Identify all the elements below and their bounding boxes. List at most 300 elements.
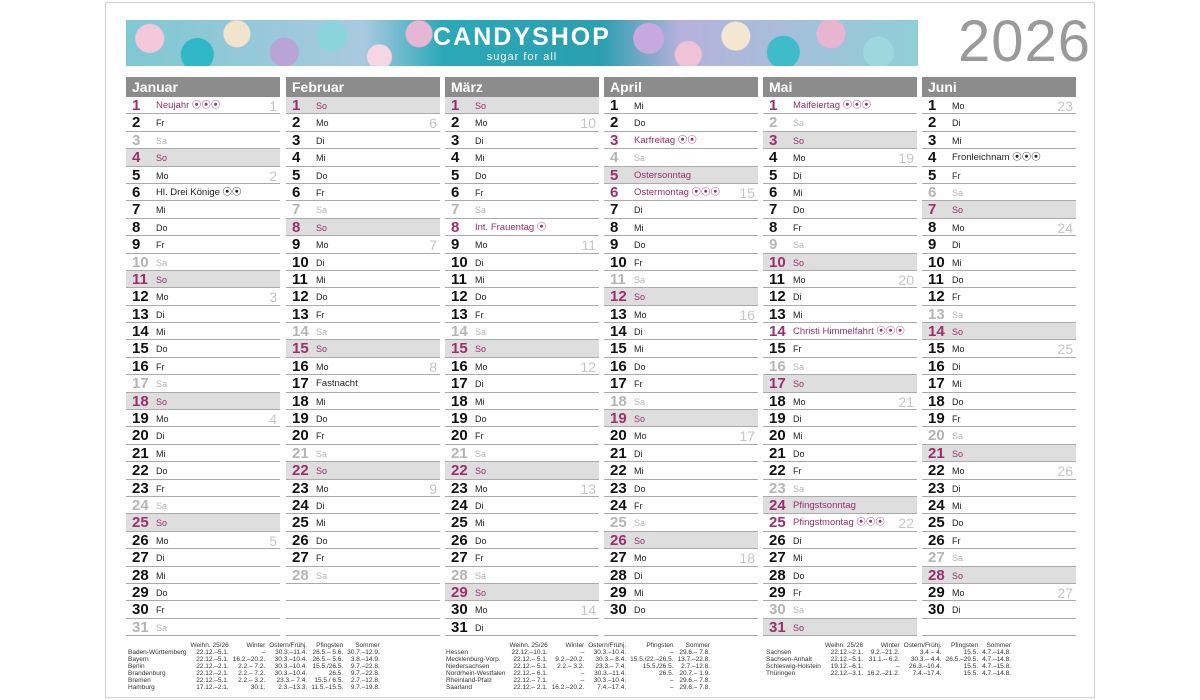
- day-number: 24: [769, 496, 786, 514]
- day-number: 31: [451, 618, 468, 636]
- day-row: [445, 393, 599, 410]
- day-row: [604, 619, 758, 636]
- weekday-label: Mi: [793, 431, 803, 442]
- day-row: [604, 219, 758, 236]
- day-number: 14: [769, 323, 786, 341]
- day-row: [445, 149, 599, 166]
- weekday-label: Sa: [156, 622, 168, 633]
- month-header: Februar: [286, 77, 440, 97]
- day-row: [286, 323, 440, 340]
- holiday-table-cell: 17.12.–2.1.: [196, 684, 229, 691]
- day-row: [126, 323, 280, 340]
- holiday-table-header: Pfingsten: [646, 642, 674, 649]
- weekday-label: Do: [156, 587, 168, 598]
- day-number: 8: [769, 218, 778, 236]
- weekday-label: Di: [793, 292, 802, 303]
- day-number: 19: [928, 410, 945, 428]
- day-row: [763, 114, 917, 131]
- weekday-label: So: [156, 396, 168, 407]
- weekday-label: Mo: [634, 431, 647, 442]
- holiday-table-cell: Brandenburg: [128, 670, 166, 677]
- day-number: 3: [610, 131, 619, 149]
- day-row: [604, 132, 758, 149]
- weekday-label: Fr: [316, 309, 325, 320]
- weekday-label: Mi: [952, 257, 962, 268]
- holiday-table-cell: 22.12.–5.1.: [196, 677, 229, 684]
- weekday-label: Mi: [156, 570, 166, 581]
- holiday-table-row: [764, 656, 1013, 663]
- holiday-table-row: [444, 656, 712, 663]
- day-row: [286, 480, 440, 497]
- day-number: 16: [769, 357, 786, 375]
- day-row: [286, 358, 440, 375]
- day-number: 21: [451, 444, 468, 462]
- holiday-table-cell: 2.7.–12.8.: [681, 663, 711, 670]
- weekday-label: Do: [952, 396, 964, 407]
- day-row: [922, 480, 1076, 497]
- day-number: 7: [132, 201, 141, 219]
- day-row: [604, 584, 758, 601]
- weekday-label: So: [952, 570, 964, 581]
- weekday-label: Mo: [793, 396, 806, 407]
- holiday-table-cell: 29.6.– 7.8.: [679, 649, 711, 656]
- day-number: 9: [928, 236, 937, 254]
- weekday-label: Sa: [156, 500, 168, 511]
- day-number: 2: [769, 114, 778, 132]
- month-header: April: [604, 77, 758, 97]
- day-number: 15: [292, 340, 309, 358]
- weekday-label: Fr: [952, 414, 961, 425]
- day-number: 3: [132, 131, 141, 149]
- week-number: 8: [429, 358, 437, 375]
- day-number: 18: [451, 392, 468, 410]
- weekday-label: Do: [634, 118, 646, 129]
- weekday-label: Sa: [793, 361, 805, 372]
- day-row: [286, 445, 440, 462]
- day-row: [445, 271, 599, 288]
- holiday-label: Fronleichnam ⦿⦿⦿: [952, 152, 1041, 164]
- day-number: 19: [451, 410, 468, 428]
- weekday-label: Mi: [634, 344, 644, 355]
- holiday-label: Maifeiertag ⦿⦿⦿: [793, 100, 872, 111]
- weekday-label: Fr: [952, 292, 961, 303]
- day-row: [445, 601, 599, 618]
- weekday-label: Mo: [475, 605, 488, 616]
- day-row: [763, 358, 917, 375]
- holiday-table-cell: 30.3.–10.4.: [593, 649, 627, 656]
- day-number: 20: [451, 427, 468, 445]
- day-number: 18: [292, 392, 309, 410]
- weekday-label: Fr: [793, 344, 802, 355]
- day-number: 5: [610, 166, 619, 184]
- weekday-label: Do: [316, 292, 328, 303]
- holiday-table-cell: 4.7.–15.8.: [982, 663, 1012, 670]
- weekday-label: So: [156, 274, 168, 285]
- holiday-table-cell: 22.12.–5.1.: [830, 656, 864, 663]
- weekday-label: Di: [316, 135, 325, 146]
- day-row: [763, 288, 917, 305]
- day-number: 24: [610, 496, 627, 514]
- day-number: 8: [610, 218, 619, 236]
- day-number: 29: [610, 583, 627, 601]
- weekday-label: Fr: [952, 535, 961, 546]
- weekday-label: Do: [793, 570, 805, 581]
- weekday-label: Mi: [316, 518, 326, 529]
- day-number: 4: [928, 149, 937, 167]
- day-row: [763, 567, 917, 584]
- holiday-table-cell: 9.7.–22.8.: [350, 663, 380, 670]
- day-number: 25: [451, 514, 468, 532]
- holiday-label: Int. Frauentag ⦿: [475, 221, 547, 233]
- day-number: 25: [928, 514, 945, 532]
- holiday-table-cell: 9.2.–20.2.: [555, 656, 585, 663]
- holiday-table-cell: 29.6.– 7.8.: [679, 677, 711, 684]
- holiday-table-cell: 15.5.: [963, 670, 979, 677]
- weekday-label: Mi: [316, 153, 326, 164]
- day-number: 26: [132, 531, 149, 549]
- holiday-table-cell: –: [580, 670, 585, 677]
- day-number: 6: [292, 183, 301, 201]
- holiday-table-cell: 30.7.–12.9.: [347, 649, 380, 656]
- day-number: 3: [292, 131, 301, 149]
- day-row: [763, 427, 917, 444]
- holiday-table-cell: 19.12.–6.1.: [830, 663, 864, 670]
- day-number: 24: [292, 496, 309, 514]
- day-number: 27: [928, 549, 945, 567]
- day-row: [763, 445, 917, 462]
- day-number: 21: [292, 444, 309, 462]
- day-row: [604, 306, 758, 323]
- brand-logo: [126, 23, 918, 63]
- weekday-label: Mi: [793, 187, 803, 198]
- day-number: 30: [610, 601, 627, 619]
- weekday-label: Mi: [475, 153, 485, 164]
- weekday-label: Do: [634, 240, 646, 251]
- day-number: 11: [769, 270, 785, 288]
- holiday-table: [764, 642, 1013, 677]
- holiday-table-header: Sommer: [986, 642, 1012, 649]
- day-number: 15: [132, 340, 149, 358]
- month-column: [922, 77, 1076, 636]
- day-row: [126, 619, 280, 636]
- weekday-label: Do: [475, 535, 487, 546]
- weekday-label: Mo: [634, 309, 647, 320]
- day-row: [604, 393, 758, 410]
- weekday-label: Mo: [316, 361, 329, 372]
- holiday-table-cell: Schleswig-Holstein: [766, 663, 821, 670]
- day-row: [286, 514, 440, 531]
- weekday-label: Do: [475, 170, 487, 181]
- day-row: [445, 132, 599, 149]
- day-number: 2: [132, 114, 141, 132]
- day-row: [922, 427, 1076, 444]
- holiday-table-cell: 30.1.: [250, 684, 266, 691]
- day-row: [922, 358, 1076, 375]
- day-number: 22: [769, 462, 786, 480]
- day-row: [445, 236, 599, 253]
- day-row: [286, 567, 440, 584]
- day-number: 13: [292, 305, 309, 323]
- holiday-table-cell: 16.2.–20.2.: [232, 656, 266, 663]
- holiday-table-cell: Baden-Württemberg: [128, 649, 187, 656]
- day-row: [286, 306, 440, 323]
- weekday-label: Sa: [316, 327, 328, 338]
- day-row: [286, 427, 440, 444]
- weekday-label: Mi: [952, 379, 962, 390]
- day-row: [445, 497, 599, 514]
- holiday-table-cell: 26.5.– 5.6.: [312, 656, 344, 663]
- day-row: [126, 288, 280, 305]
- day-row: [604, 201, 758, 218]
- holiday-table-cell: 26.5.: [659, 670, 674, 677]
- weekday-label: Mo: [793, 153, 806, 164]
- day-number: 28: [451, 566, 468, 584]
- day-row: [922, 393, 1076, 410]
- day-row: [763, 497, 917, 514]
- day-row: [126, 236, 280, 253]
- holiday-table-row: [444, 649, 712, 656]
- month-header: März: [445, 77, 599, 97]
- day-number: 7: [610, 201, 619, 219]
- day-number: 8: [292, 218, 301, 236]
- week-number: 21: [898, 393, 914, 410]
- day-number: 14: [928, 323, 945, 341]
- day-number: 5: [769, 166, 778, 184]
- weekday-label: So: [793, 257, 805, 268]
- weekday-label: Do: [475, 292, 487, 303]
- day-number: 26: [451, 531, 468, 549]
- day-number: 1: [610, 97, 619, 114]
- holiday-table-row: [126, 670, 382, 677]
- holiday-table-cell: 22.12.– 6.1.: [513, 670, 548, 677]
- day-number: 7: [769, 201, 778, 219]
- weekday-label: Di: [952, 240, 961, 251]
- day-number: 13: [769, 305, 786, 323]
- day-number: 17: [769, 375, 786, 393]
- holiday-table-header: Weihn. 25/26: [190, 642, 229, 649]
- holiday-table-cell: Sachsen-Anhalt: [766, 656, 812, 663]
- day-number: 10: [132, 253, 149, 271]
- candyshop-banner: [126, 20, 918, 66]
- day-row: [922, 254, 1076, 271]
- day-row: [286, 497, 440, 514]
- holiday-table-cell: 2.3.–13.3.: [278, 684, 308, 691]
- day-number: 10: [451, 253, 468, 271]
- weekday-label: Mi: [475, 518, 485, 529]
- holiday-table-cell: –: [580, 677, 585, 684]
- holiday-table-cell: 30.3.–10.4.: [274, 670, 308, 677]
- weekday-label: Mi: [634, 466, 644, 477]
- day-number: 4: [610, 149, 619, 167]
- weekday-label: Sa: [793, 483, 805, 494]
- day-row: [604, 340, 758, 357]
- weekday-label: Mi: [316, 274, 326, 285]
- weekday-label: Sa: [952, 553, 964, 564]
- weekday-label: So: [316, 466, 328, 477]
- holiday-table-cell: 31.1.– 6.2.: [868, 656, 900, 663]
- day-number: 27: [292, 549, 309, 567]
- weekday-label: Mo: [316, 483, 329, 494]
- holiday-table-row: [126, 656, 382, 663]
- day-number: 2: [610, 114, 619, 132]
- holiday-table-row: [764, 663, 1013, 670]
- day-row: [126, 584, 280, 601]
- weekday-label: Fr: [475, 553, 484, 564]
- holiday-label: Neujahr ⦿⦿⦿: [156, 100, 221, 111]
- day-row: [126, 201, 280, 218]
- day-row: [604, 97, 758, 114]
- day-number: 5: [928, 166, 937, 184]
- holiday-label: Ostersonntag: [634, 169, 692, 181]
- day-row: [126, 601, 280, 618]
- holiday-label: Christi Himmelfahrt ⦿⦿⦿: [793, 326, 905, 338]
- day-number: 13: [610, 305, 627, 323]
- day-row: [286, 201, 440, 218]
- day-number: 21: [132, 444, 149, 462]
- day-row: [126, 393, 280, 410]
- day-number: 17: [292, 375, 309, 393]
- day-row: [763, 236, 917, 253]
- day-row: [922, 271, 1076, 288]
- day-row: [126, 497, 280, 514]
- weekday-label: Do: [793, 448, 805, 459]
- holiday-table-header: Sommer: [355, 642, 380, 649]
- day-number: 25: [769, 514, 786, 532]
- week-number: 10: [580, 115, 596, 132]
- weekday-label: Sa: [156, 257, 168, 268]
- day-row: [126, 514, 280, 531]
- day-row: [445, 375, 599, 392]
- holiday-table-cell: –: [261, 649, 266, 656]
- day-row: [445, 167, 599, 184]
- weekday-label: Mo: [475, 361, 488, 372]
- day-number: 7: [928, 201, 937, 219]
- holiday-table-cell: 15.5./26.5.: [642, 663, 674, 670]
- day-row: [126, 219, 280, 236]
- holiday-table-cell: 16.2.–21.2.: [867, 670, 900, 677]
- weekday-label: Sa: [475, 327, 487, 338]
- weekday-label: Fr: [156, 240, 165, 251]
- weekday-label: Do: [156, 222, 168, 233]
- holiday-table-row: [444, 677, 712, 684]
- week-number: 14: [580, 602, 596, 619]
- day-row: [922, 619, 1076, 636]
- weekday-label: Sa: [475, 448, 487, 459]
- weekday-label: Sa: [793, 605, 805, 616]
- weekday-label: Mo: [634, 553, 647, 564]
- day-number: 27: [451, 549, 468, 567]
- weekday-label: Di: [475, 379, 484, 390]
- day-number: 6: [928, 183, 937, 201]
- week-number: 27: [1057, 584, 1073, 601]
- month-column: [126, 77, 280, 636]
- day-row: [604, 358, 758, 375]
- weekday-label: Di: [316, 257, 325, 268]
- holiday-table-cell: 7.4.–17.4.: [912, 670, 942, 677]
- weekday-label: Di: [475, 135, 484, 146]
- day-number: 14: [610, 323, 627, 341]
- day-number: 23: [132, 479, 149, 497]
- day-row: [763, 532, 917, 549]
- day-row: [126, 184, 280, 201]
- weekday-label: Do: [952, 518, 964, 529]
- day-row: [604, 323, 758, 340]
- day-number: 28: [610, 566, 627, 584]
- weekday-label: So: [793, 379, 805, 390]
- weekday-label: Sa: [475, 205, 487, 216]
- holiday-table-cell: Niedersachsen: [446, 663, 490, 670]
- day-number: 12: [769, 288, 786, 306]
- day-row: [922, 567, 1076, 584]
- weekday-label: So: [793, 622, 805, 633]
- day-number: 18: [769, 392, 786, 410]
- holiday-table-cell: 22.12.– 2.1.: [513, 684, 548, 691]
- weekday-label: Fr: [475, 309, 484, 320]
- weekday-label: Fr: [475, 431, 484, 442]
- day-row: [286, 219, 440, 236]
- day-number: 16: [610, 357, 627, 375]
- day-number: 9: [610, 236, 619, 254]
- day-row: [604, 445, 758, 462]
- day-row: [763, 393, 917, 410]
- day-row: [286, 288, 440, 305]
- day-row: [763, 132, 917, 149]
- weekday-label: Di: [156, 553, 165, 564]
- day-number: 11: [928, 270, 944, 288]
- day-row: [604, 427, 758, 444]
- holiday-table-cell: 23.3.– 7.4.: [276, 677, 308, 684]
- day-number: 8: [928, 218, 937, 236]
- weekday-label: Fr: [793, 587, 802, 598]
- holiday-table-cell: 15.5.: [963, 649, 979, 656]
- day-row: [604, 114, 758, 131]
- weekday-label: Mi: [634, 101, 644, 111]
- weekday-label: Do: [952, 274, 964, 285]
- day-row: [604, 288, 758, 305]
- week-number: 11: [581, 237, 596, 254]
- weekday-label: Sa: [316, 570, 328, 581]
- weekday-label: Di: [952, 483, 961, 494]
- weekday-label: Mi: [952, 500, 962, 511]
- day-number: 3: [451, 131, 460, 149]
- weekday-label: Mi: [475, 396, 485, 407]
- day-row: [604, 549, 758, 566]
- holiday-table-cell: 23.3.– 7.4.: [595, 663, 627, 670]
- day-number: 5: [451, 166, 460, 184]
- day-row: [126, 149, 280, 166]
- day-row: [922, 532, 1076, 549]
- week-number: 17: [739, 428, 755, 445]
- day-number: 14: [451, 323, 468, 341]
- day-row: [445, 97, 599, 114]
- day-row: [126, 445, 280, 462]
- day-number: 15: [610, 340, 627, 358]
- day-number: 29: [928, 583, 945, 601]
- weekday-label: Di: [634, 448, 643, 459]
- day-number: 22: [610, 462, 627, 480]
- day-row: [922, 114, 1076, 131]
- day-row: [604, 410, 758, 427]
- day-number: 13: [132, 305, 149, 323]
- weekday-label: Sa: [316, 205, 328, 216]
- day-row: [286, 167, 440, 184]
- holiday-table-cell: Bremen: [128, 677, 151, 684]
- day-number: 4: [451, 149, 460, 167]
- holiday-table-cell: Sachsen: [766, 649, 792, 656]
- weekday-label: Mo: [952, 101, 965, 111]
- day-row: [922, 497, 1076, 514]
- holiday-table-cell: 11.5.–15.5.: [311, 684, 344, 691]
